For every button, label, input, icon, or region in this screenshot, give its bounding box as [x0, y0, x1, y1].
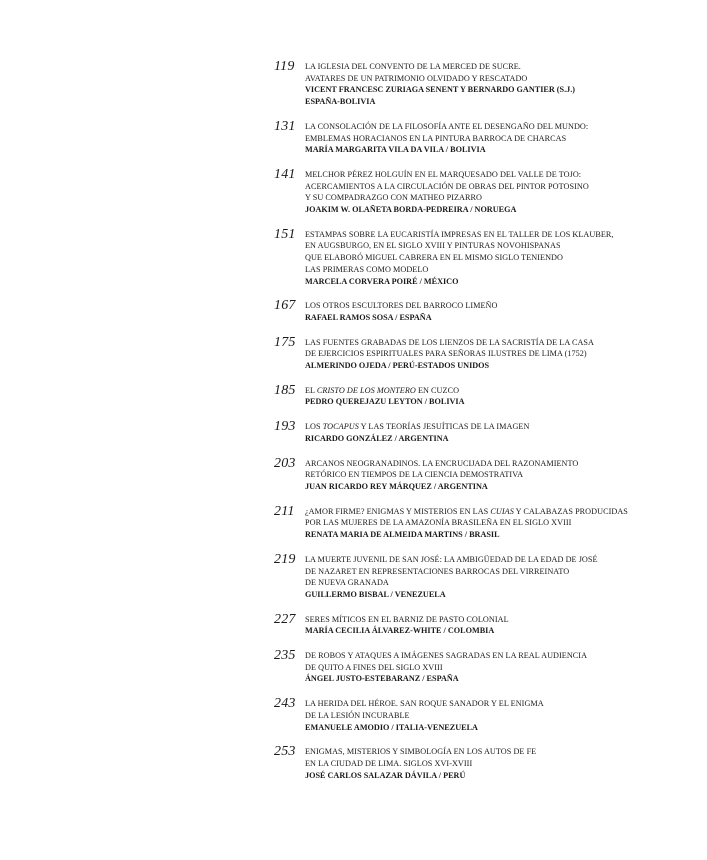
- title-segment: EN AUGSBURGO, EN EL SIGLO XVIII Y PINTURAS NOVOHISPANAS: [305, 241, 561, 251]
- toc-entry: [274, 552, 694, 601]
- title-segment: LAS PRIMERAS COMO MODELO: [305, 264, 429, 274]
- page-number: 253: [274, 744, 296, 760]
- entry-title-line: [305, 385, 694, 397]
- toc-entry: [274, 612, 694, 637]
- entry-text: [305, 504, 694, 541]
- entry-text: [305, 648, 694, 685]
- entry-text: [305, 744, 694, 781]
- entry-title-line: [305, 421, 694, 433]
- entry-text: [305, 167, 694, 216]
- entry-title-line: [305, 698, 694, 710]
- page-number: 119: [274, 59, 295, 74]
- entry-title-line: [305, 758, 694, 770]
- page-number: 131: [274, 118, 296, 134]
- entry-text: [305, 552, 694, 601]
- page-number: 203: [274, 455, 296, 471]
- page-number: 211: [274, 503, 295, 519]
- title-segment: DE ROBOS Y ATAQUES A IMÁGENES SAGRADAS EN LA REAL AUDIENCIA: [305, 651, 588, 661]
- title-segment: Y CALABAZAS PRODUCIDAS: [513, 506, 628, 516]
- entry-author: ESPAÑA-BOLIVIA: [305, 97, 376, 107]
- toc-entry: [274, 119, 694, 156]
- page-number: 175: [274, 334, 296, 350]
- entry-title-line: [305, 252, 694, 264]
- entry-author: MARÍA MARGARITA VILA DA VILA / BOLIVIA: [305, 145, 486, 155]
- title-segment: LOS OTROS ESCULTORES DEL BARROCO LIMEÑO: [305, 301, 498, 311]
- toc-entry: [274, 456, 694, 493]
- entry-title-line: [305, 517, 694, 529]
- entry-author: RENATA MARIA DE ALMEIDA MARTINS / BRASIL: [305, 530, 500, 540]
- entry-title-line: [305, 121, 694, 133]
- page-number: 243: [274, 696, 296, 712]
- entry-text: [305, 227, 694, 288]
- entry-title-line: [305, 554, 694, 566]
- title-segment: LOS: [305, 422, 323, 432]
- page-number: 219: [274, 551, 296, 567]
- entry-author: VICENT FRANCESC ZURIAGA SENENT Y BERNARDO GANTIER (S.J.): [305, 85, 576, 95]
- title-segment: ESTAMPAS SOBRE LA EUCARISTÍA IMPRESAS EN EL TALLER DE LOS KLAUBER,: [305, 229, 614, 239]
- title-segment: SERES MÍTICOS EN EL BARNIZ DE PASTO COLONIAL: [305, 614, 509, 624]
- entry-title-line: [305, 192, 694, 204]
- title-segment: DE QUITO A FINES DEL SIGLO XVIII: [305, 662, 443, 672]
- page-number: 227: [274, 611, 296, 627]
- title-segment: LAS FUENTES GRABADAS DE LOS LIENZOS DE LA SACRISTÍA DE LA CASA: [305, 337, 594, 347]
- entry-author: PEDRO QUEREJAZU LEYTON / BOLIVIA: [305, 397, 465, 407]
- title-segment: MELCHOR PÉREZ HOLGUÍN EN EL MARQUESADO DEL VALLE DE TOJO:: [305, 169, 582, 179]
- entry-author: RICARDO GONZÁLEZ / ARGENTINA: [305, 433, 449, 443]
- title-segment: LA CONSOLACIÓN DE LA FILOSOFÍA ANTE EL DESENGAÑO DEL MUNDO:: [305, 121, 589, 131]
- table-of-contents: [274, 59, 694, 781]
- entry-title-line: [305, 264, 694, 276]
- entry-text: [305, 456, 694, 493]
- entry-author: EMANUELE AMODIO / ITALIA-VENEZUELA: [305, 722, 478, 732]
- title-segment: ¿AMOR FIRME? ENIGMAS Y MISTERIOS EN LAS: [305, 506, 491, 516]
- entry-title-line: [305, 506, 694, 518]
- title-segment: Y LAS TEORÍAS JESUÍTICAS DE LA IMAGEN: [358, 422, 530, 432]
- entry-title-line: [305, 300, 694, 312]
- entry-author: MARCELA CORVERA POIRÉ / MÉXICO: [305, 276, 459, 286]
- entry-author: JOAKIM W. OLAÑETA BORDA-PEDREIRA / NORUEGA: [305, 205, 517, 215]
- toc-entry: [274, 419, 694, 444]
- title-segment: DE LA LESIÓN INCURABLE: [305, 710, 410, 720]
- page-number: 235: [274, 648, 296, 664]
- title-segment: DE EJERCICIOS ESPIRITUALES PARA SEÑORAS ILUSTRES DE LIMA (1752): [305, 349, 587, 359]
- italic-title-segment: CRISTO DE LOS MONTERO: [316, 385, 416, 395]
- title-segment: RETÓRICO EN TIEMPOS DE LA CIENCIA DEMOSTRATIVA: [305, 470, 524, 480]
- page-number: 141: [274, 166, 296, 182]
- title-segment: EL: [305, 385, 317, 395]
- entry-author: JUAN RICARDO REY MÁRQUEZ / ARGENTINA: [305, 481, 488, 491]
- entry-text: [305, 419, 694, 444]
- title-segment: DE NAZARET EN REPRESENTACIONES BARROCAS DEL VIRREINATO: [305, 566, 570, 576]
- entry-text: [305, 59, 694, 108]
- entry-text: [305, 696, 694, 733]
- title-segment: EN CUZCO: [415, 385, 460, 395]
- entry-title-line: [305, 240, 694, 252]
- entry-author: JOSÉ CARLOS SALAZAR DÁVILA / PERÚ: [305, 770, 466, 780]
- toc-entry: [274, 383, 694, 408]
- entry-title-line: [305, 133, 694, 145]
- entry-title-line: [305, 746, 694, 758]
- entry-title-line: [305, 469, 694, 481]
- entry-title-line: [305, 169, 694, 181]
- italic-title-segment: TOCAPUS: [322, 422, 359, 432]
- entry-title-line: [305, 181, 694, 193]
- title-segment: AVATARES DE UN PATRIMONIO OLVIDADO Y RESCATADO: [305, 73, 528, 83]
- entry-title-line: [305, 662, 694, 674]
- title-segment: EMBLEMAS HORACIANOS EN LA PINTURA BARROCA DE CHARCAS: [305, 133, 567, 143]
- entry-title-line: [305, 614, 694, 626]
- entry-author: RAFAEL RAMOS SOSA / ESPAÑA: [305, 312, 432, 322]
- title-segment: LA IGLESIA DEL CONVENTO DE LA MERCED DE SUCRE.: [305, 62, 521, 71]
- entry-text: [305, 383, 694, 408]
- title-segment: EN LA CIUDAD DE LIMA. SIGLOS XVI-XVIII: [305, 758, 473, 768]
- entry-author: ÁNGEL JUSTO-ESTEBARANZ / ESPAÑA: [305, 674, 459, 684]
- entry-title-line: [305, 577, 694, 589]
- entry-text: [305, 335, 694, 372]
- entry-author: MARÍA CECILIA ÁLVAREZ-WHITE / COLOMBIA: [305, 626, 495, 636]
- title-segment: QUE ELABORÓ MIGUEL CABRERA EN EL MISMO SIGLO TENIENDO: [305, 253, 563, 263]
- entry-title-line: [305, 650, 694, 662]
- toc-entry: [274, 744, 694, 781]
- title-segment: LA HERIDA DEL HÉROE. SAN ROQUE SANADOR Y EL ENIGMA: [305, 699, 544, 709]
- entry-title-line: [305, 229, 694, 241]
- title-segment: ARCANOS NEOGRANADINOS. LA ENCRUCIJADA DEL RAZONAMIENTO: [305, 458, 579, 468]
- toc-entry: [274, 504, 694, 541]
- page-number: 151: [274, 226, 296, 242]
- entry-title-line: [305, 710, 694, 722]
- entry-title-line: [305, 566, 694, 578]
- italic-title-segment: CUIAS: [490, 506, 514, 516]
- entry-title-line: [305, 73, 694, 85]
- entry-title-line: [305, 337, 694, 349]
- title-segment: POR LAS MUJERES DE LA AMAZONÍA BRASILEÑA EN EL SIGLO XVIII: [305, 518, 572, 528]
- entry-author: GUILLERMO BISBAL / VENEZUELA: [305, 589, 446, 599]
- toc-entry: [274, 648, 694, 685]
- entry-text: [305, 119, 694, 156]
- toc-entry: [274, 696, 694, 733]
- title-segment: DE NUEVA GRANADA: [305, 578, 389, 588]
- toc-entry: [274, 298, 694, 323]
- toc-entry: [274, 227, 694, 288]
- toc-entry: [274, 335, 694, 372]
- entry-text: [305, 298, 694, 323]
- page-number: 167: [274, 298, 296, 314]
- title-segment: LA MUERTE JUVENIL DE SAN JOSÉ: LA AMBIGÜEDAD DE LA EDAD DE JOSÉ: [305, 554, 598, 564]
- title-segment: Y SU COMPADRAZGO CON MATHEO PIZARRO: [305, 193, 482, 203]
- entry-author: ALMERINDO OJEDA / PERÚ-ESTADOS UNIDOS: [305, 361, 490, 371]
- entry-title-line: [305, 61, 694, 73]
- toc-entry: [274, 59, 694, 108]
- title-segment: ACERCAMIENTOS A LA CIRCULACIÓN DE OBRAS DEL PINTOR POTOSINO: [305, 181, 589, 191]
- page-number: 193: [274, 419, 296, 435]
- entry-title-line: [305, 348, 694, 360]
- page-number: 185: [274, 382, 296, 398]
- title-segment: ENIGMAS, MISTERIOS Y SIMBOLOGÍA EN LOS AUTOS DE FE: [305, 747, 537, 757]
- toc-entry: [274, 167, 694, 216]
- entry-text: [305, 612, 694, 637]
- entry-title-line: [305, 458, 694, 470]
